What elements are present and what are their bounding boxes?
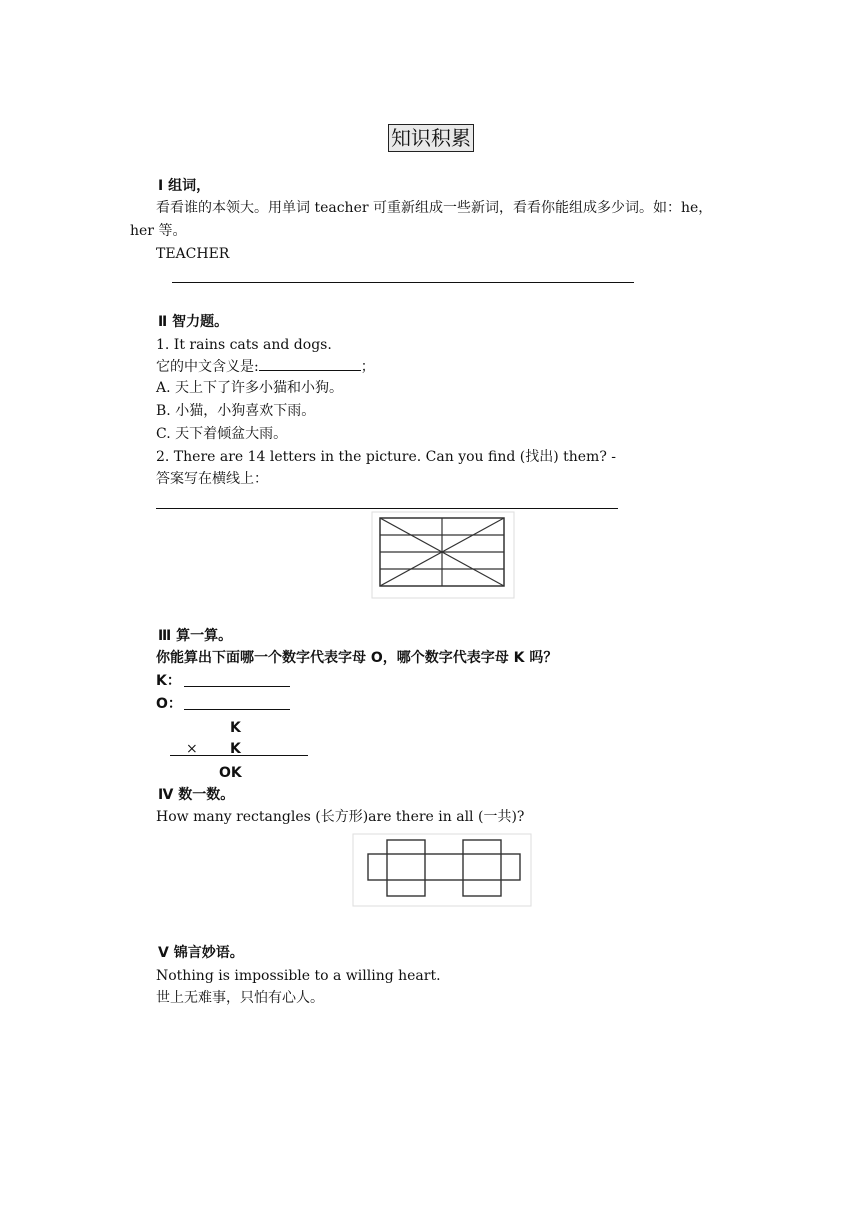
section1-instruction-line2: her 等。 <box>130 223 187 239</box>
section4-heading: Ⅳ 数一数。 <box>158 787 235 803</box>
section3-question: 你能算出下面哪一个数字代表字母 O，哪个数字代表字母 K 吗？ <box>156 650 558 666</box>
section1-instruction-line1: 看看谁的本领大。用单词 teacher 可重新组成一些新词，看看你能组成多少词。如：he， <box>156 200 713 216</box>
section2-q1: 1. It rains cats and dogs. <box>156 337 332 353</box>
section2-q2-prompt: 答案写在横线上： <box>156 471 268 487</box>
letters-figure <box>372 512 514 598</box>
section2-answer-line[interactable] <box>156 508 618 509</box>
section3-o-answer-line[interactable] <box>184 709 290 710</box>
rectangles-figure-frame <box>353 834 531 906</box>
section2-q1-blank[interactable] <box>259 356 361 371</box>
section2-q2: 2. There are 14 letters in the picture. Can you find (找出) them? - <box>156 449 617 465</box>
multiplication-rule <box>170 755 308 756</box>
section1-word: TEACHER <box>156 246 230 262</box>
multiplication-result: OK <box>219 765 242 781</box>
section5-english-quote: Nothing is impossible to a willing heart. <box>156 968 441 984</box>
multiplication-multiplier: K <box>230 741 241 757</box>
section3-k-label: K： <box>156 673 181 689</box>
section2-q1-prompt-end: ； <box>360 359 375 375</box>
section2-option-b: B. 小猫，小狗喜欢下雨。 <box>156 403 316 419</box>
section4-question: How many rectangles (长方形)are there in all (一共)? <box>156 809 525 825</box>
section3-k-answer-line[interactable] <box>184 686 290 687</box>
section2-q1-prompt-text: 它的中文含义是: <box>156 359 259 375</box>
section2-heading: Ⅱ 智力题。 <box>158 314 229 330</box>
section2-option-a: A. 天上下了许多小猫和小狗。 <box>156 380 344 396</box>
section1-heading: Ⅰ 组词， <box>158 178 211 194</box>
section3-heading: Ⅲ 算一算。 <box>158 628 233 644</box>
page-title: 知识积累 <box>388 124 474 152</box>
rectangles-figure <box>353 834 531 906</box>
section5-heading: Ⅴ 锦言妙语。 <box>158 945 244 961</box>
section1-answer-line[interactable] <box>172 282 634 283</box>
section2-option-c: C. 天下着倾盆大雨。 <box>156 426 288 442</box>
section3-o-label: O： <box>156 696 182 712</box>
section2-q1-prompt <box>156 356 375 377</box>
multiplication-sign: × <box>186 741 198 757</box>
multiplication-top: K <box>230 720 241 736</box>
section5-chinese-quote: 世上无难事，只怕有心人。 <box>156 990 324 1006</box>
